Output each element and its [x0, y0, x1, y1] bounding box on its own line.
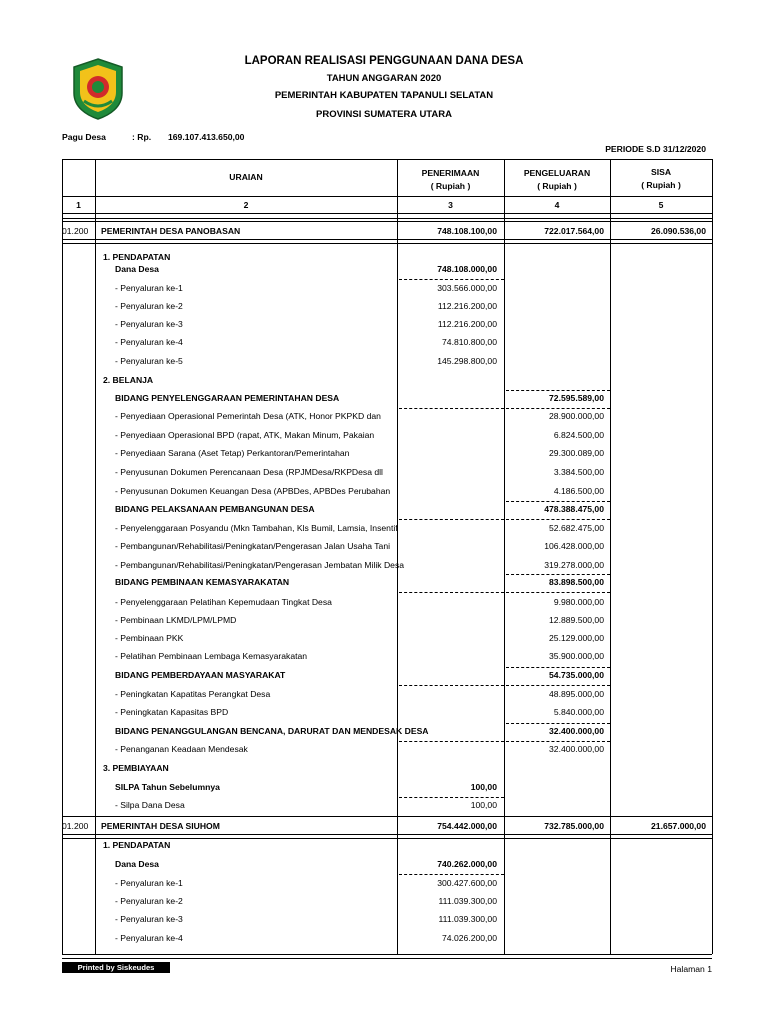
row-label: 3. PEMBIAYAAN [103, 763, 169, 773]
row-label: 1. PENDAPATAN [103, 252, 171, 262]
pagu-label: Pagu Desa [62, 132, 106, 142]
row-label: - Penanganan Keadaan Mendesak [115, 744, 248, 754]
row-pengeluaran: 478.388.475,00 [544, 504, 604, 514]
row-rule [399, 874, 504, 875]
report-province: PROVINSI SUMATERA UTARA [316, 109, 452, 120]
row-rule [506, 592, 610, 593]
row-label: SILPA Tahun Sebelumnya [115, 782, 220, 792]
row-code: 01.200 [62, 226, 89, 236]
row-rule [506, 741, 610, 742]
row-label: - Pembinaan LKMD/LPM/LPMD [115, 615, 237, 625]
row-rule [506, 574, 610, 575]
period-label: PERIODE S.D 31/12/2020 [605, 144, 706, 154]
row-label: 2. BELANJA [103, 375, 154, 385]
row-label: Dana Desa [115, 264, 159, 274]
pagu-value: 169.107.413.650,00 [168, 132, 245, 142]
row-penerimaan: 754.442.000,00 [437, 821, 497, 831]
row-rule [399, 797, 504, 798]
row-pengeluaran: 6.824.500,00 [553, 430, 604, 440]
row-label: - Penyaluran ke-4 [115, 337, 183, 347]
row-label: - Penyelenggaraan Pelatihan Kepemudaan Tingkat Desa [115, 597, 332, 607]
col-number-3: 3 [448, 200, 453, 210]
row-pengeluaran: 54.735.000,00 [549, 670, 604, 680]
row-label: - Pembinaan PKK [115, 633, 184, 643]
row-rule [62, 243, 712, 244]
row-penerimaan: 111.039.300,00 [438, 896, 497, 906]
row-rule [399, 592, 504, 593]
row-penerimaan: 112.216.200,00 [437, 301, 497, 311]
row-rule [506, 667, 610, 668]
row-label: 1. PENDAPATAN [103, 840, 171, 850]
row-rule [399, 408, 504, 409]
col-number-5: 5 [658, 200, 664, 210]
row-label: - Penyaluran ke-3 [115, 319, 183, 329]
row-rule [399, 279, 504, 280]
row-pengeluaran: 52.682.475,00 [549, 523, 604, 533]
report-government: PEMERINTAH KABUPATEN TAPANULI SELATAN [274, 90, 494, 101]
col-number-1: 1 [76, 200, 81, 210]
row-penerimaan: 300.427.600,00 [437, 878, 497, 888]
row-rule [506, 408, 610, 409]
row-label: BIDANG PEMBINAAN KEMASYARAKATAN [115, 577, 290, 587]
row-pengeluaran: 32.400.000,00 [549, 726, 604, 736]
row-label: - Pembangunan/Rehabilitasi/Peningkatan/Pengerasan Jembatan Milik Desa [115, 560, 405, 570]
col-header-pengeluaran-unit: ( Rupiah ) [537, 181, 577, 191]
col-header-sisa: SISA [650, 167, 672, 177]
report-title: LAPORAN REALISASI PENGGUNAAN DANA DESA [244, 55, 524, 67]
row-pengeluaran: 35.900.000,00 [549, 651, 604, 661]
row-label: BIDANG PENANGGULANGAN BENCANA, DARURAT DAN MENDESAK DESA [115, 726, 429, 736]
row-label: Dana Desa [115, 859, 159, 869]
row-label: - Pembangunan/Rehabilitasi/Peningkatan/Pengerasan Jalan Usaha Tani [115, 541, 391, 551]
row-pengeluaran: 72.595.589,00 [549, 393, 604, 403]
row-label: - Penyusunan Dokumen Keuangan Desa (APBDes, APBDes Perubahan [115, 486, 391, 496]
row-penerimaan: 100,00 [470, 782, 497, 792]
row-penerimaan: 111.039.300,00 [438, 914, 497, 924]
row-rule [62, 221, 712, 222]
row-penerimaan: 748.108.100,00 [437, 226, 497, 236]
row-label: PEMERINTAH DESA PANOBASAN [101, 226, 241, 236]
row-label: BIDANG PEMBERDAYAAN MASYARAKAT [115, 670, 286, 680]
row-rule [506, 519, 610, 520]
row-code: 01.200 [62, 821, 89, 831]
pagu-currency: : Rp. [132, 132, 152, 142]
row-rule [506, 685, 610, 686]
row-label: - Peningkatan Kapatitas Perangkat Desa [115, 689, 271, 699]
row-pengeluaran: 5.840.000,00 [553, 707, 604, 717]
row-label: - Penyaluran ke-2 [115, 896, 183, 906]
footer-rule [62, 958, 712, 959]
col-number-2: 2 [243, 200, 249, 210]
report-year: TAHUN ANGGARAN 2020 [326, 73, 442, 84]
row-label: - Penyusunan Dokumen Perencanaan Desa (RPJMDesa/RKPDesa dll [115, 467, 383, 477]
row-label: PEMERINTAH DESA SIUHOM [101, 821, 220, 831]
row-penerimaan: 74.810.800,00 [442, 337, 497, 347]
row-pengeluaran: 106.428.000,00 [544, 541, 604, 551]
row-label: - Penyediaan Operasional Pemerintah Desa (ATK, Honor PKPKD dan [115, 411, 381, 421]
row-penerimaan: 740.262.000,00 [437, 859, 497, 869]
row-pengeluaran: 29.300.089,00 [549, 448, 604, 458]
row-rule [62, 834, 712, 835]
row-rule [62, 838, 712, 839]
row-penerimaan: 100,00 [470, 800, 497, 810]
row-penerimaan: 112.216.200,00 [437, 319, 497, 329]
row-pengeluaran: 32.400.000,00 [549, 744, 604, 754]
row-pengeluaran: 28.900.000,00 [549, 411, 604, 421]
row-rule [506, 390, 610, 391]
row-rule [62, 816, 712, 817]
col-header-uraian: URAIAN [229, 172, 263, 182]
row-rule [399, 685, 504, 686]
col-header-sisa-unit: ( Rupiah ) [641, 180, 681, 190]
row-sisa: 21.657.000,00 [651, 821, 706, 831]
row-label: - Penyaluran ke-3 [115, 914, 183, 924]
row-pengeluaran: 83.898.500,00 [549, 577, 604, 587]
row-penerimaan: 303.566.000,00 [437, 283, 497, 293]
row-label: - Peningkatan Kapasitas BPD [115, 707, 229, 717]
row-rule [506, 501, 610, 502]
row-pengeluaran: 4.186.500,00 [553, 486, 604, 496]
row-label: - Penyaluran ke-4 [115, 933, 183, 943]
row-label: BIDANG PELAKSANAAN PEMBANGUNAN DESA [115, 504, 315, 514]
row-rule [62, 239, 712, 240]
row-label: - Penyaluran ke-2 [115, 301, 183, 311]
col-header-penerimaan-unit: ( Rupiah ) [430, 181, 471, 191]
row-label: - Penyaluran ke-5 [115, 356, 183, 366]
row-pengeluaran: 48.895.000,00 [549, 689, 604, 699]
row-penerimaan: 145.298.800,00 [437, 356, 497, 366]
row-rule [399, 741, 504, 742]
row-label: - Penyelenggaraan Posyandu (Mkn Tambahan, Kls Bumil, Lamsia, Insentif [115, 523, 398, 533]
row-sisa: 26.090.536,00 [651, 226, 706, 236]
row-label: BIDANG PENYELENGGARAAN PEMERINTAHAN DESA [115, 393, 340, 403]
row-rule [506, 723, 610, 724]
col-header-pengeluaran: PENGELUARAN [523, 168, 591, 178]
row-penerimaan: 748.108.000,00 [437, 264, 497, 274]
page-number: Halaman 1 [670, 964, 712, 974]
row-label: - Penyediaan Sarana (Aset Tetap) Perkantoran/Pemerintahan [115, 448, 350, 458]
row-label: - Penyaluran ke-1 [115, 283, 183, 293]
col-header-penerimaan: PENERIMAAN [421, 168, 480, 178]
row-label: - Silpa Dana Desa [115, 800, 185, 810]
printed-by-badge: Printed by Siskeudes [62, 962, 170, 973]
row-pengeluaran: 25.129.000,00 [549, 633, 604, 643]
row-label: - Penyediaan Operasional BPD (rapat, ATK, Makan Minum, Pakaian [115, 430, 375, 440]
row-pengeluaran: 9.980.000,00 [553, 597, 604, 607]
row-pengeluaran: 319.278.000,00 [544, 560, 604, 570]
row-pengeluaran: 12.889.500,00 [549, 615, 604, 625]
row-pengeluaran: 722.017.564,00 [544, 226, 604, 236]
row-pengeluaran: 732.785.000,00 [544, 821, 604, 831]
row-label: - Penyaluran ke-1 [115, 878, 183, 888]
row-penerimaan: 74.026.200,00 [442, 933, 497, 943]
col-number-4: 4 [554, 200, 560, 210]
row-rule [399, 519, 504, 520]
row-label: - Pelatihan Pembinaan Lembaga Kemasyarakatan [115, 651, 308, 661]
row-pengeluaran: 3.384.500,00 [553, 467, 604, 477]
